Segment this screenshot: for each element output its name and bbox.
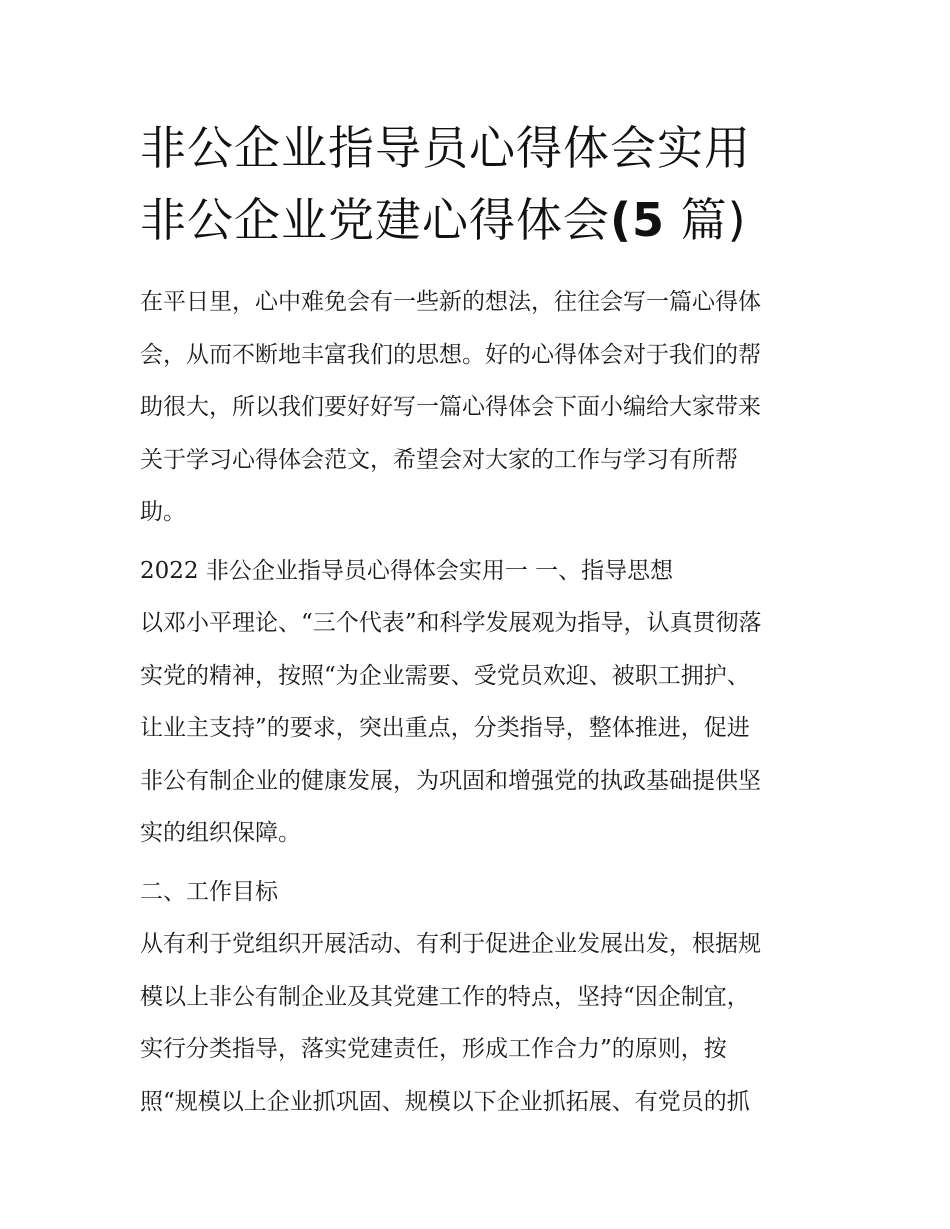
work-goals-line: 实行分类指导，落实党建责任，形成工作合力”的原则，按 [140, 1036, 727, 1062]
document-title [140, 112, 820, 256]
work-goals-line: 模以上非公有制企业及其党建工作的特点，坚持“因企制宜， [140, 983, 750, 1010]
guiding-thought-line: 以邓小平理论、“三个代表”和科学发展观为指导，认真贯彻落 [140, 610, 762, 636]
section-heading-guiding-thought: 2022 非公企业指导员心得体会实用一 一、指导思想 [140, 557, 674, 584]
intro-line: 会，从而不断地丰富我们的思想。好的心得体会对于我们的帮 [140, 341, 761, 368]
guiding-thought-line: 实的组织保障。 [140, 820, 301, 846]
title-count: (5 [610, 193, 666, 247]
title-line-2-text: 非公企业党建心得体会 [140, 193, 610, 247]
work-goals-paragraph [140, 918, 820, 1128]
intro-line: 助很大，所以我们要好好写一篇心得体会下面小编给大家带来 [140, 394, 761, 420]
intro-line: 在平日里，心中难免会有一些新的想法，往往会写一篇心得体 [140, 289, 761, 315]
work-goals-line: 照“规模以上企业抓巩固、规模以下企业抓拓展、有党员的抓 [140, 1088, 750, 1115]
title-line-2 [140, 184, 820, 256]
document-body [140, 112, 820, 1134]
guiding-thought-line: 让业主支持”的要求，突出重点，分类指导，整体推进，促进 [140, 715, 750, 741]
guiding-thought-paragraph [140, 597, 820, 860]
work-goals-line: 从有利于党组织开展活动、有利于促进企业发展出发，根据规 [140, 931, 761, 957]
guiding-thought-line: 非公有制企业的健康发展，为巩固和增强党的执政基础提供坚 [140, 767, 761, 794]
title-unit: 篇) [680, 193, 747, 247]
intro-line: 助。 [140, 499, 186, 525]
section-heading-work-goals: 二、工作目标 [140, 878, 278, 905]
intro-paragraph [140, 276, 820, 539]
intro-line: 关于学习心得体会范文，希望会对大家的工作与学习有所帮 [140, 446, 738, 473]
guiding-thought-line: 实党的精神，按照“为企业需要、受党员欢迎、被职工拥护、 [140, 662, 750, 689]
title-line-1: 非公企业指导员心得体会实用 [140, 121, 751, 175]
